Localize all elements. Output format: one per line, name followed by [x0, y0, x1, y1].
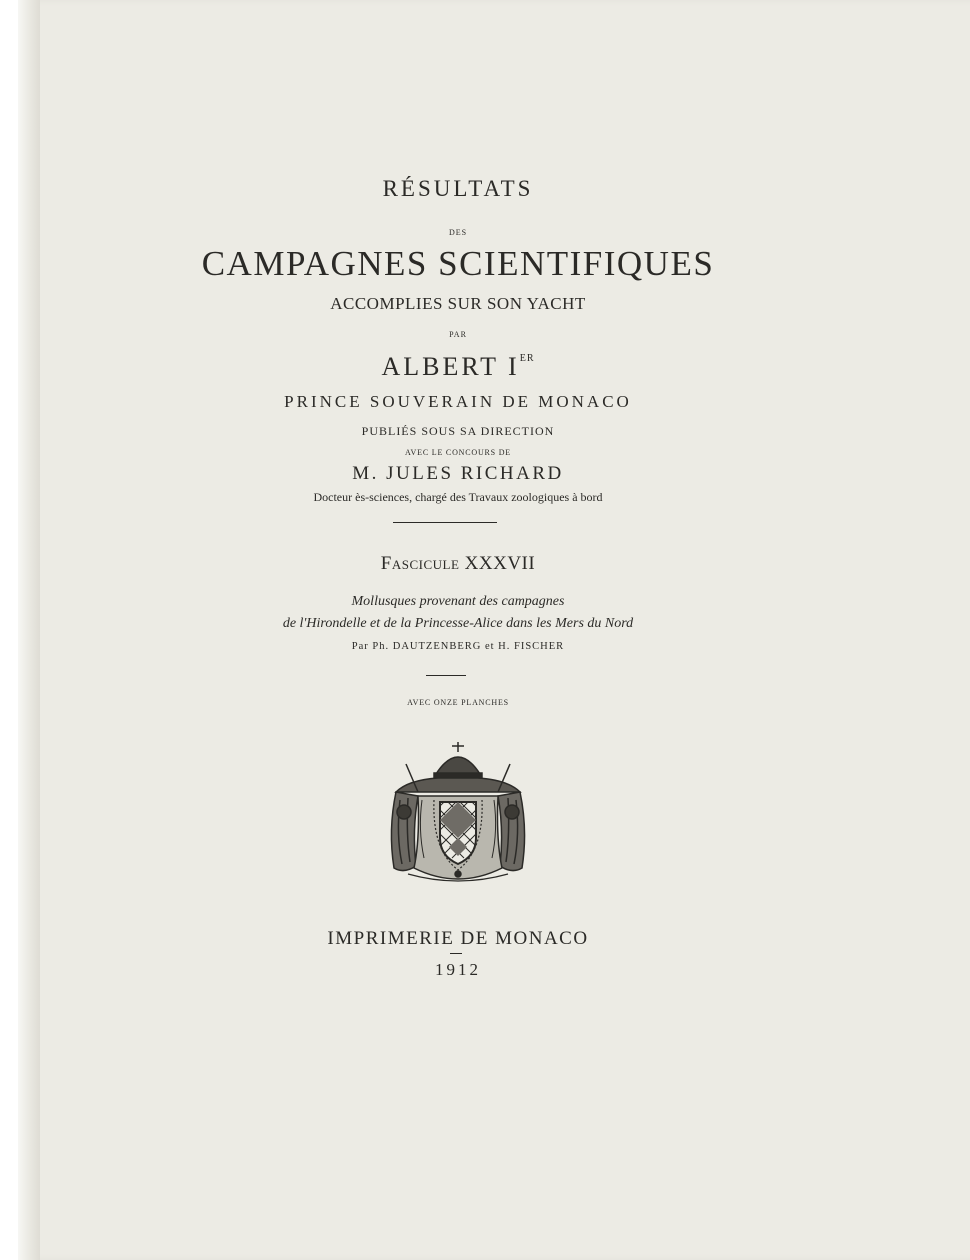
author-albert — [18, 352, 898, 382]
heading-resultats: RÉSULTATS — [382, 176, 534, 201]
author-title: PRINCE SOUVERAIN DE MONACO — [284, 392, 632, 411]
work-authors: Par Ph. DAUTZENBERG et H. FISCHER — [351, 641, 565, 652]
heading-campagnes: CAMPAGNES SCIENTIFIQUES — [201, 244, 715, 283]
word-par: PAR — [449, 330, 467, 339]
author-albert-name: ALBERT I — [381, 352, 520, 381]
publication-year: 1912 — [435, 960, 481, 979]
monaco-coat-of-arms-icon — [378, 740, 538, 895]
imprint: IMPRIMERIE DE MONACO — [327, 928, 589, 949]
imprint-dash — [450, 953, 462, 954]
avec-concours-line: AVEC LE CONCOURS DE — [405, 448, 511, 457]
short-divider-rule — [426, 675, 466, 676]
work-title-line-2: de l'Hirondelle et de la Princesse-Alice dans les Mers du Nord — [282, 616, 634, 631]
divider-rule — [393, 522, 497, 523]
word-des: DES — [448, 228, 468, 237]
author-albert-suffix: ER — [519, 353, 535, 364]
fascicule-number: Fascicule XXXVII — [380, 553, 536, 574]
work-title-line-1: Mollusques provenant des campagnes — [351, 594, 565, 609]
collaborator-description: Docteur ès-sciences, chargé des Travaux zoologiques à bord — [313, 490, 603, 504]
subtitle-accomplies: ACCOMPLIES SUR SON YACHT — [330, 294, 586, 313]
collaborator-name: M. JULES RICHARD — [352, 463, 564, 484]
plates-note: AVEC ONZE PLANCHES — [407, 698, 509, 707]
title-page — [18, 0, 970, 1260]
publies-line: PUBLIÉS SOUS SA DIRECTION — [361, 424, 555, 438]
